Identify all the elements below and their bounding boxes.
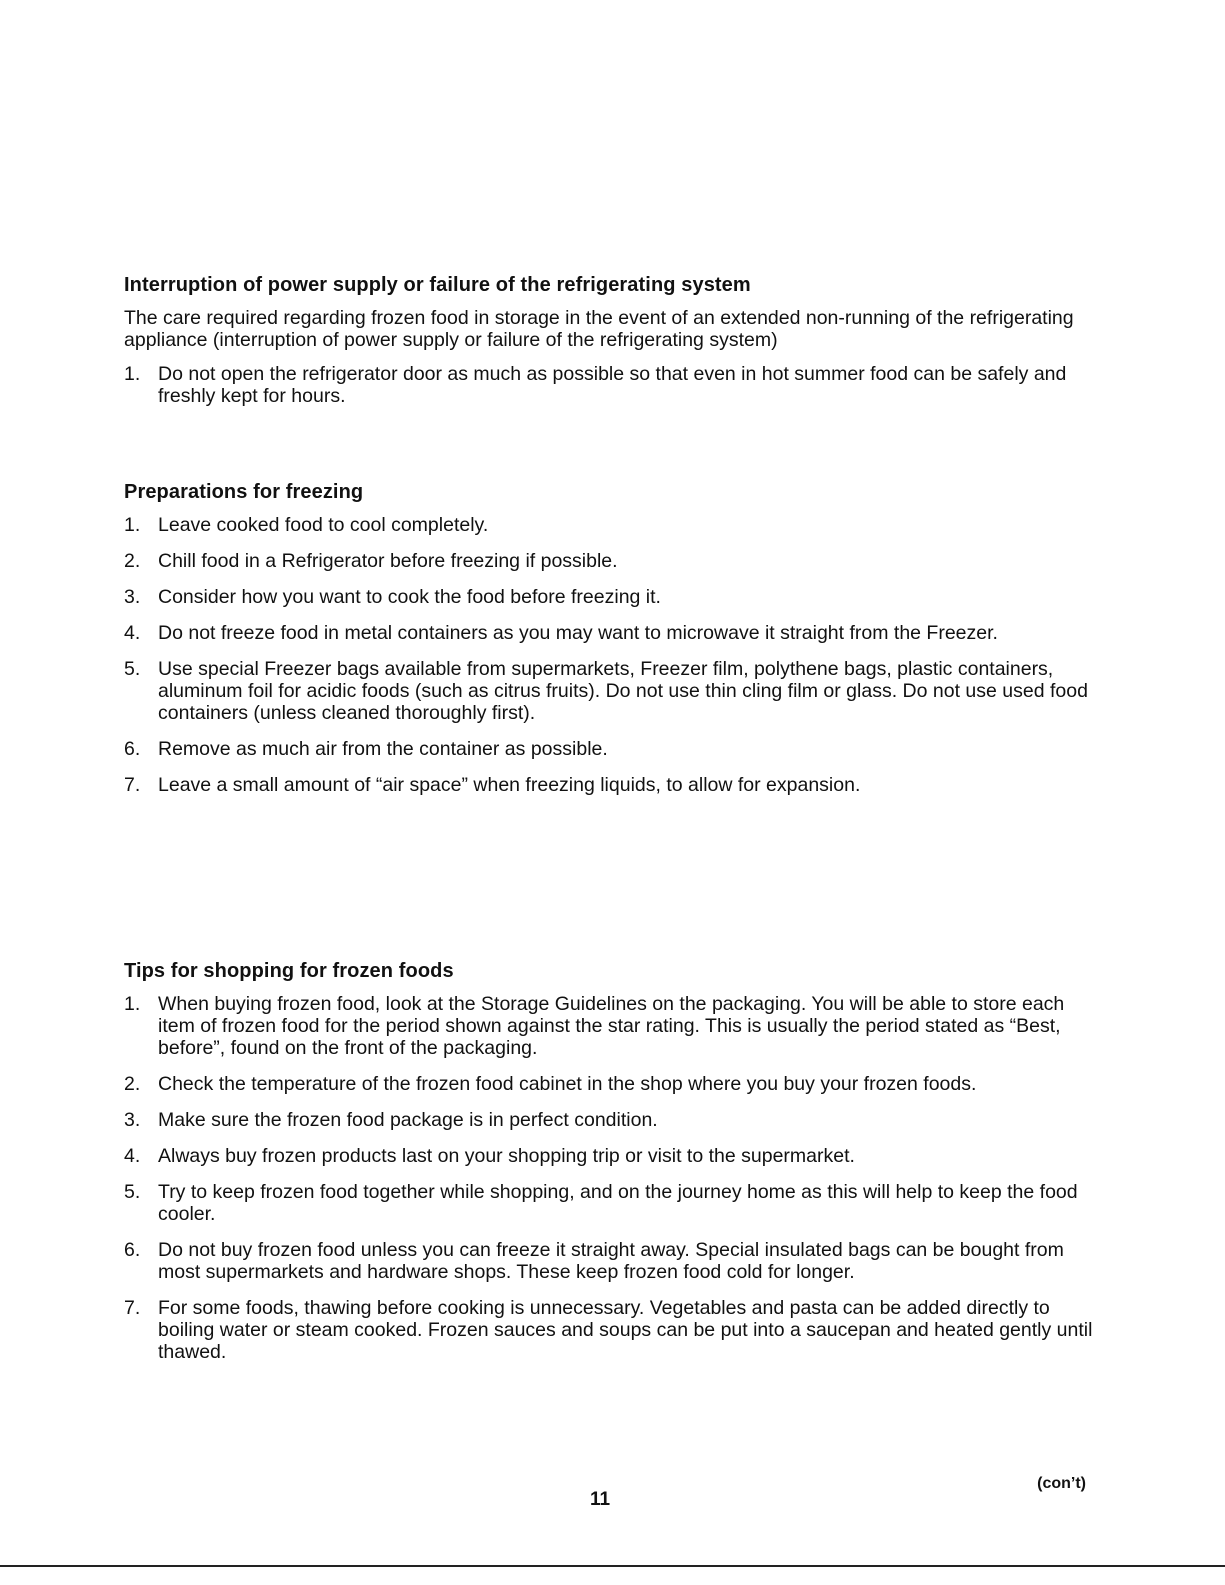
list-item-number: 3. [124,1109,141,1131]
list-item-text: Leave cooked food to cool completely. [158,514,489,536]
list-item-text: Chill food in a Refrigerator before freezing if possible. [158,550,618,572]
list-item-number: 1. [124,514,141,536]
list-item-text: Use special Freezer bags available from supermarkets, Freezer film, polythene bags, plastic containers, aluminum foil for acidic foods (such as citrus fruits). Do not use thin cling film or glass. Do not use used food containers (unless cleaned thoroughly first). [158,658,1088,724]
section-title: Preparations for freezing [124,481,364,503]
list-item-text: Consider how you want to cook the food before freezing it. [158,586,661,608]
list-item-text: Make sure the frozen food package is in perfect condition. [158,1109,658,1131]
list-item-number: 3. [124,586,141,608]
numbered-list [124,993,1104,1363]
list-item-number: 6. [124,738,141,760]
bottom-divider [0,1565,1225,1567]
list-item-number: 2. [124,1073,141,1095]
list-item-number: 7. [124,774,141,796]
list-item-number: 2. [124,550,141,572]
list-item [124,514,1104,536]
list-item-text: Remove as much air from the container as possible. [158,738,608,760]
list-item [124,622,1104,644]
list-item [124,1181,1104,1225]
list-item [124,774,1104,796]
list-item-number: 5. [124,658,141,680]
section-intro: The care required regarding frozen food in storage in the event of an extended non-running of the refrigerating appliance (interruption of power supply or failure of the refrigerating system) [124,307,1074,351]
list-item-text: Always buy frozen products last on your shopping trip or visit to the supermarket. [158,1145,855,1167]
list-item-number: 5. [124,1181,141,1203]
list-item [124,550,1104,572]
list-item-text: When buying frozen food, look at the Storage Guidelines on the packaging. You will be able to store each item of frozen food for the period shown against the star rating. This is usually the period stated as “Best, before”, found on the front of the packaging. [158,993,1065,1059]
list-item [124,1109,1104,1131]
list-item [124,1073,1104,1095]
list-item-text: Do not open the refrigerator door as much as possible so that even in hot summer food can be safely and freshly kept for hours. [158,363,1067,407]
list-item-text: Try to keep frozen food together while shopping, and on the journey home as this will help to keep the food cooler. [158,1181,1078,1225]
section-tips-shopping [124,959,1104,1377]
list-item-text: Leave a small amount of “air space” when freezing liquids, to allow for expansion. [158,774,861,796]
section-power-interruption [124,273,1104,421]
list-item [124,1145,1104,1167]
list-item-number: 4. [124,1145,141,1167]
list-item [124,658,1104,724]
list-item [124,1239,1104,1283]
section-title: Interruption of power supply or failure of the refrigerating system [124,274,751,296]
list-item-text: Do not buy frozen food unless you can freeze it straight away. Special insulated bags can be bought from most supermarkets and hardware shops. These keep frozen food cold for longer. [158,1239,1064,1283]
numbered-list [124,363,1104,407]
list-item [124,363,1104,407]
list-item-text: For some foods, thawing before cooking is unnecessary. Vegetables and pasta can be added directly to boiling water or steam cooked. Frozen sauces and soups can be put into a saucepan and heated gently until thawed. [158,1297,1093,1363]
list-item-number: 7. [124,1297,141,1319]
list-item [124,586,1104,608]
list-item [124,1297,1104,1363]
section-title: Tips for shopping for frozen foods [124,960,454,982]
list-item-text: Do not freeze food in metal containers as you may want to microwave it straight from the Freezer. [158,622,998,644]
list-item-number: 4. [124,622,141,644]
list-item-text: Check the temperature of the frozen food cabinet in the shop where you buy your frozen foods. [158,1073,977,1095]
list-item [124,993,1104,1059]
list-item-number: 6. [124,1239,141,1261]
continued-note: (con’t) [1037,1475,1086,1492]
list-item [124,738,1104,760]
list-item-number: 1. [124,993,141,1015]
section-preparations-for-freezing [124,480,1104,810]
page-number: 11 [589,1489,611,1510]
numbered-list [124,514,1104,796]
list-item-number: 1. [124,363,141,385]
